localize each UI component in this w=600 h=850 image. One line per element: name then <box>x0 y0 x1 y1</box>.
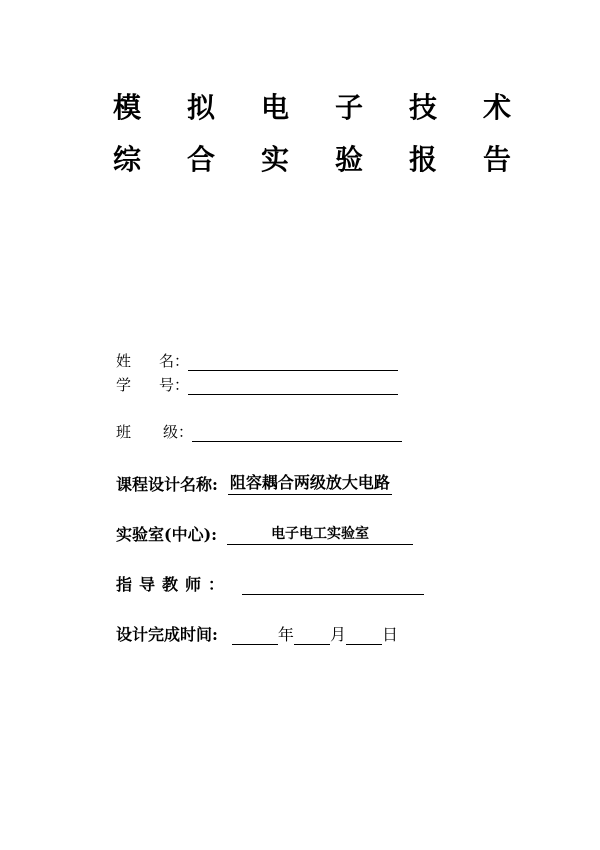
year-field[interactable] <box>232 627 278 645</box>
name-label: 姓 名 <box>116 352 174 370</box>
lab-value[interactable]: 电子电工实验室 <box>227 523 413 545</box>
month-unit: 月 <box>329 625 346 644</box>
title-char: 实 <box>260 143 289 176</box>
title-char: 子 <box>334 91 363 124</box>
course-name-value[interactable]: 阻容耦合两级放大电路 <box>228 470 392 495</box>
tutor-row <box>116 572 424 595</box>
class-colon: ： <box>178 423 194 441</box>
title-char: 电 <box>260 91 289 124</box>
title-char: 合 <box>186 143 215 176</box>
month-field[interactable] <box>294 627 330 645</box>
year-unit: 年 <box>277 625 294 644</box>
lab-label: 实验室(中心): <box>116 525 218 544</box>
tutor-label: 指 导 教 师 ： <box>116 575 224 594</box>
title-char: 告 <box>482 143 511 176</box>
student-id-field[interactable] <box>188 377 398 395</box>
title-char: 技 <box>408 91 437 124</box>
class-row <box>116 421 402 442</box>
title-char: 报 <box>408 143 437 176</box>
name-row <box>116 350 398 371</box>
name-colon: ： <box>174 352 190 370</box>
report-title-line-2 <box>112 138 512 178</box>
date-row <box>116 622 398 645</box>
title-char: 验 <box>334 143 363 176</box>
title-char: 模 <box>112 91 141 124</box>
title-char: 拟 <box>186 91 215 124</box>
date-label: 设计完成时间: <box>116 625 218 644</box>
course-label: 课程设计名称: <box>116 475 218 494</box>
student-id-label: 学 号 <box>116 376 174 394</box>
student-id-colon: ： <box>174 376 190 394</box>
name-field[interactable] <box>188 353 398 371</box>
day-unit: 日 <box>381 625 398 644</box>
tutor-field[interactable] <box>242 577 424 595</box>
day-field[interactable] <box>346 627 382 645</box>
course-row <box>116 470 392 495</box>
class-field[interactable] <box>192 424 402 442</box>
title-char: 综 <box>112 143 141 176</box>
report-title-line-1 <box>112 86 512 126</box>
title-char: 术 <box>482 91 511 124</box>
student-id-row <box>116 374 398 395</box>
lab-row <box>116 522 413 545</box>
class-label: 班 级 <box>116 423 178 441</box>
